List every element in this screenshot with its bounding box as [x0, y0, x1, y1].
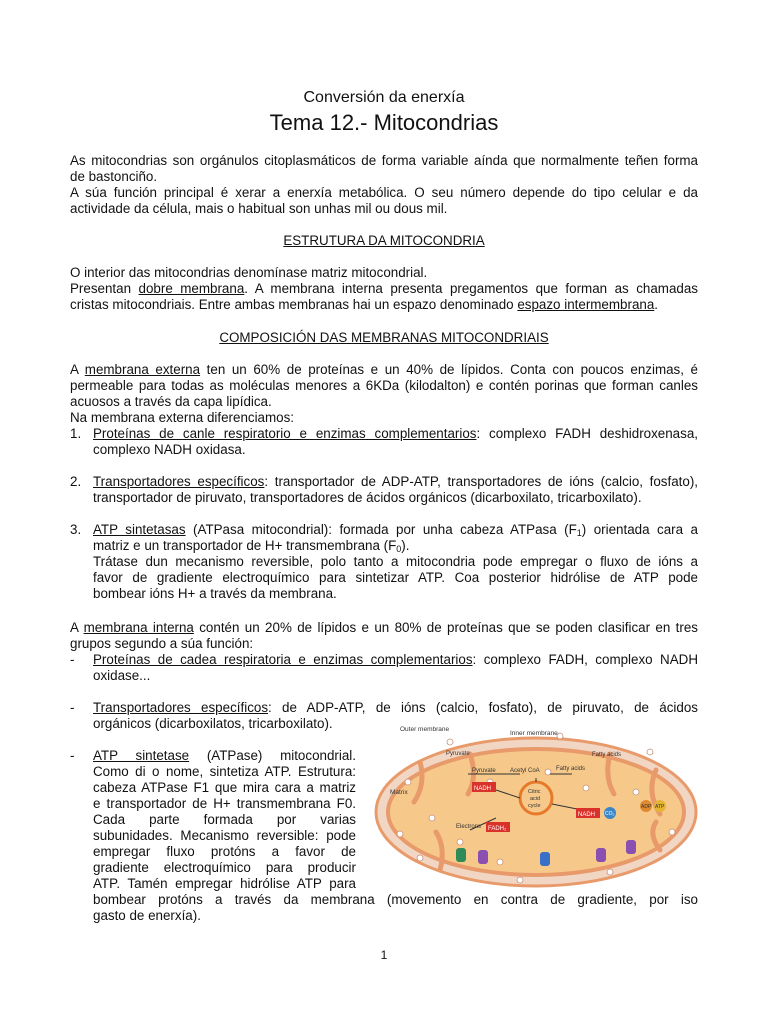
protein-complex [478, 850, 488, 864]
label-fatty-acids: Fatty acids [556, 766, 586, 772]
list-item-3-line-2: matriz e un transportador de H+ transmembrana $(F_0)$. [93, 538, 410, 554]
label-electrons: Electrons [456, 824, 482, 830]
dash-bullet-2: - [70, 700, 75, 715]
outer-membrane-line-4: Na membrana externa diferenciamos: [70, 410, 295, 425]
dash-bullet-1: - [70, 652, 75, 667]
label-outer-membrane: Outer membrane [400, 726, 450, 733]
ion-dot [457, 839, 463, 845]
dash-item-2-line-2: orgánicos (dicarboxilatos, tricarboxilato). [93, 716, 333, 731]
protein-complex [626, 840, 636, 854]
ion-dot [429, 815, 435, 821]
label-citric-1: Citric [528, 789, 541, 795]
label-matrix: Matrix [390, 789, 408, 796]
label-fadh2: FADH₂ [488, 826, 507, 832]
section-heading-composition: COMPOSICIÓN DAS MEMBRANAS MITOCONDRIAIS [219, 330, 549, 345]
ion-dot [405, 779, 411, 785]
dash-item-3-line-7: empregar fluxo protóns a favor de [93, 844, 356, 859]
label-citric-2: acid [530, 796, 541, 802]
list-item-2-line-2: transportador de piruvato, transportadores de ácidos orgánicos (dicarboxilato, tricarboxilato). [93, 490, 642, 505]
dash-item-3-line-5: Cada parte formada por varias [93, 812, 356, 827]
dash-item-3-line-4: e transportador de H+ transmembrana F0. [93, 796, 356, 811]
mitochondria-diagram [360, 722, 702, 890]
label-inner-membrane: Inner membrane [510, 730, 558, 737]
label-nadh-left: NADH [474, 786, 492, 792]
list-item-3-line-1: ATP sintetasas (ATPasa mitocondrial): formada por unha cabeza ATPasa $(F_1)$ orientada cara a [93, 522, 698, 538]
list-number-3: 3. [70, 522, 82, 537]
list-item-1-line-1: Proteínas de canle respiratorio e enzimas complementarios: complexo FADH deshidroxenasa, [93, 426, 698, 441]
structure-line-1: O interior das mitocondrias denomínase matriz mitocondrial. [70, 265, 428, 280]
list-number-2: 2. [70, 474, 82, 489]
label-pyruvate-top: Pyruvate [446, 751, 470, 757]
intro-line-3: A súa función principal é xerar a enerxía metabólica. O seu número depende do tipo celular e da [70, 185, 698, 200]
dash-item-3-line-9: ATP. Tamén empregar hidrólise ATP para [93, 876, 356, 891]
dash-bullet-3: - [70, 748, 75, 763]
outer-membrane-line-2: permeable para todas as moléculas menores a 6KDa (kilodalton) e contén porinas que forman canles [70, 378, 698, 393]
ion-dot [607, 869, 613, 875]
dash-item-3-line-2: Como di o nome, sintetiza ATP. Estrutura: [93, 764, 356, 779]
ion-dot [397, 831, 403, 837]
protein-complex [540, 852, 550, 866]
list-item-1-line-2: complexo NADH oxidasa. [93, 442, 246, 457]
document-subtitle: Conversión da enerxía [303, 89, 465, 106]
page-number: 1 [380, 948, 388, 962]
dash-item-2-line-1: Transportadores específicos: de ADP-ATP, de ións (calcio, fosfato), de piruvato, de ácidos [93, 700, 698, 715]
protein-complex [596, 848, 606, 862]
label-acetyl-coa: Acetyl CoA [510, 768, 540, 774]
outer-membrane-line-1: A membrana externa ten un 60% de proteínas e un 40% de lípidos. Conta con poucos enzimas, é [70, 362, 698, 377]
structure-line-2: Presentan dobre membrana. A membrana interna presenta pregamentos que forman as chamadas [70, 281, 698, 296]
intro-line-2: de bastonciño. [70, 169, 158, 184]
label-co2: CO₂ [605, 811, 615, 817]
dash-item-3-line-3: cabeza ATPase F1 que mira cara a matriz [93, 780, 356, 795]
dash-item-1-line-2: oxidase... [93, 668, 151, 683]
outer-membrane-line-3: acuosos a través da capa lipídica. [70, 394, 272, 409]
ion-dot [583, 785, 589, 791]
list-item-3-line-5: bombear ións H+ a través da membrana. [93, 586, 337, 601]
list-item-2-line-1: Transportadores específicos: transportador de ADP-ATP, transportadores de ións (calcio, fosfato), [93, 474, 698, 489]
list-number-1: 1. [70, 426, 82, 441]
ion-dot [557, 733, 563, 739]
dash-item-3-line-1: ATP sintetase (ATPase) mitocondrial. [93, 748, 356, 763]
label-nadh-right: NADH [578, 812, 596, 818]
ion-dot [669, 829, 675, 835]
structure-line-3: cristas mitocondriais. Entre ambas membranas hai un espazo denominado espazo intermembrana. [70, 297, 659, 312]
label-citric-3: cycle [528, 803, 541, 809]
list-item-3-line-3: Trátase dun mecanismo reversible, polo tanto a mitocondria pode empregar o fluxo de ións a [93, 554, 698, 569]
dash-item-3-line-11: gasto de enerxía). [93, 908, 201, 923]
label-atp: ATP [655, 804, 665, 810]
section-heading-structure: ESTRUTURA DA MITOCONDRIA [283, 233, 485, 248]
ion-dot [647, 749, 653, 755]
intro-line-1: As mitocondrias son orgánulos citoplasmáticos de forma variable aínda que normalmente teñen forma [70, 153, 698, 168]
intro-line-4: actividade da célula, mais o habitual son unhas mil ou dous mil. [70, 201, 448, 216]
dash-item-3-line-8: gradiente electroquímico para producir [93, 860, 356, 875]
ion-dot [497, 859, 503, 865]
document-title: Tema 12.- Mitocondrias [269, 110, 499, 135]
label-pyruvate: Pyruvate [472, 768, 496, 774]
label-adp: ADP [641, 804, 652, 810]
ion-dot [633, 789, 639, 795]
dash-item-1-line-1: Proteínas de cadea respiratoria e enzimas complementarios: complexo FADH, complexo NADH [93, 652, 698, 667]
list-item-3-line-4: favor de gradiente electroquímico para sintetizar ATP. Coa posterior hidrólise de ATP pode [93, 570, 698, 585]
inner-membrane-line-1: A membrana interna contén un 20% de lípidos e un 80% de proteínas que se poden clasificar en tres [70, 620, 699, 635]
ion-dot [417, 855, 423, 861]
dash-item-3-line-6: subunidades. Mecanismo reversible: pode [93, 828, 356, 843]
ion-dot [447, 739, 453, 745]
dash-item-3-line-10: bombear protóns a través da membrana (movemento en contra de gradiente, por iso [93, 892, 698, 907]
label-fatty-acids-top: Fatty acids [592, 752, 622, 758]
protein-complex [456, 848, 466, 862]
ion-dot [517, 877, 523, 883]
inner-membrane-line-2: grupos segundo a súa función: [70, 636, 254, 651]
